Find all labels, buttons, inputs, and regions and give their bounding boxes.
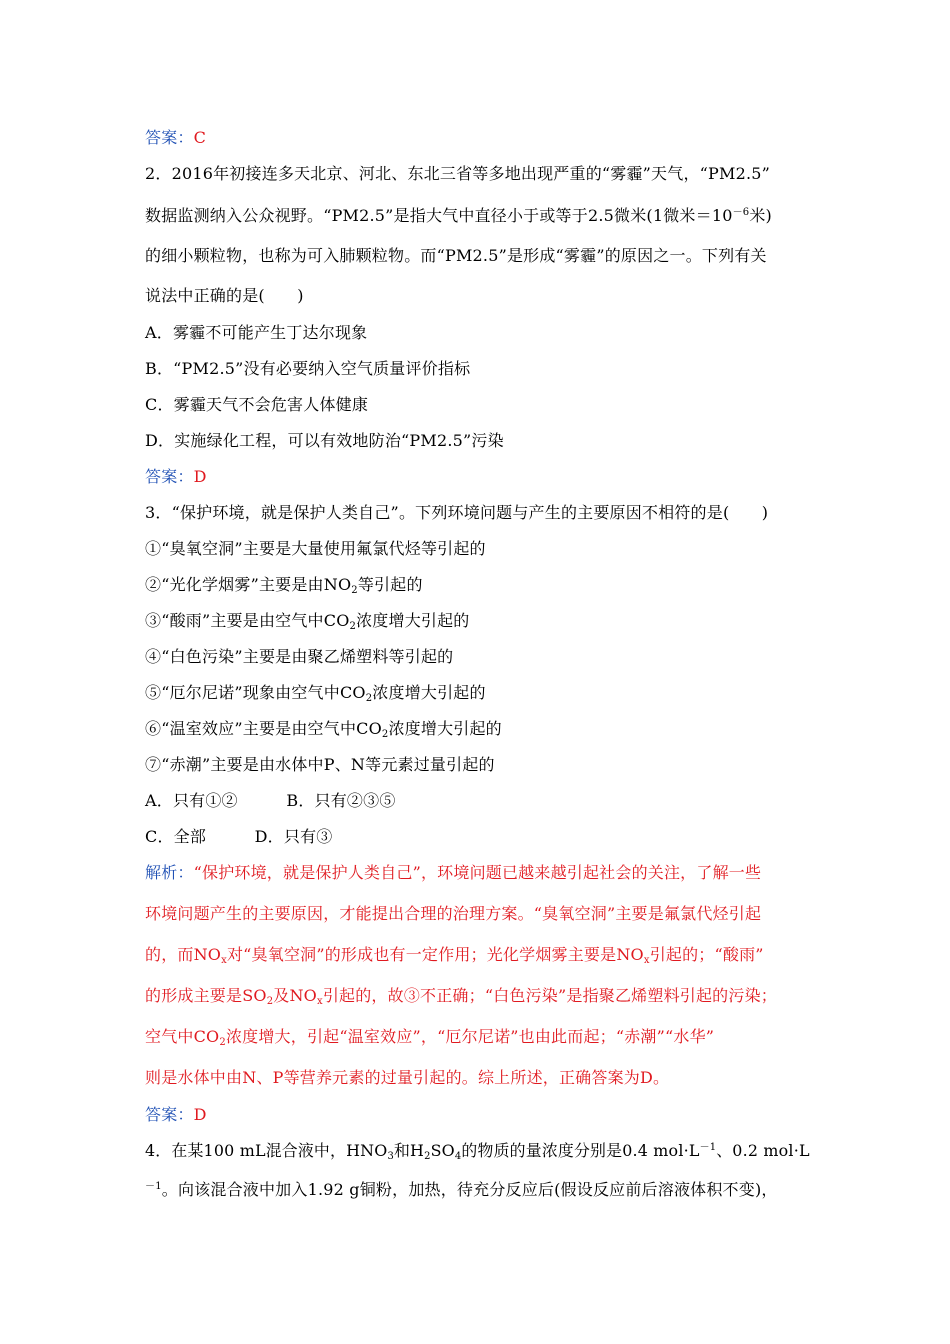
analysis-line-2: 环境问题产生的主要原因，才能提出合理的治理方案。“臭氧空洞”主要是氟氯代烃引起	[145, 904, 762, 923]
q2-option-d: D．实施绿化工程，可以有效地防治“PM2.5”污染	[145, 431, 504, 450]
answer-value: D	[193, 1105, 207, 1124]
q3-item-text: ④“白色污染”主要是由聚乙烯塑料等引起的	[145, 647, 454, 666]
q4-text: 。向该混合液中加入1.92 g铜粉，加热，待充分反应后(假设反应前后溶液体积不变)，	[161, 1180, 778, 1199]
q3-item-3	[145, 609, 470, 633]
subscript: 2	[266, 996, 274, 1007]
q2-exponent: －6	[732, 207, 750, 218]
analysis-line-3	[145, 943, 764, 967]
q3-item-2	[145, 573, 423, 597]
answer-label: 答案：	[145, 1105, 194, 1124]
q4-text: 4．在某100 mL混合液中，HNO	[145, 1141, 388, 1160]
analysis-text: 空气中CO	[145, 1027, 220, 1046]
answer-3	[145, 1103, 207, 1127]
subscript: x	[316, 996, 323, 1007]
q3-item-text-tail: 浓度增大引起的	[356, 611, 470, 630]
q3-options-cd: C．全部 D．只有③	[145, 827, 333, 846]
q2-line-2-text: 数据监测纳入公众视野。“PM2.5”是指大气中直径小于或等于2.5微米(1微米＝10	[145, 206, 733, 225]
subscript: x	[643, 955, 650, 966]
q2-option-a: A．雾霾不可能产生丁达尔现象	[145, 323, 368, 342]
subscript: 2	[365, 693, 373, 704]
q3-item-text: ③“酸雨”主要是由空气中CO	[145, 611, 350, 630]
superscript: －1	[145, 1181, 162, 1192]
q2-line-2	[145, 204, 772, 228]
q3-stem: 3．“保护环境，就是保护人类自己”。下列环境问题与产生的主要原因不相符的是( )	[145, 503, 769, 522]
q3-item-text-tail: 浓度增大引起的	[372, 683, 486, 702]
superscript: －1	[699, 1142, 717, 1153]
q2-option-c: C．雾霾天气不会危害人体健康	[145, 395, 369, 414]
q4-line-1	[145, 1139, 810, 1163]
q2-line-2-tail: 米)	[749, 206, 773, 225]
analysis-label: 解析：	[145, 863, 194, 882]
analysis-line-6: 则是水体中由N、P等营养元素的过量引起的。综上所述，正确答案为D。	[145, 1068, 670, 1087]
q3-item-7	[145, 753, 495, 777]
q4-text: SO	[430, 1141, 455, 1160]
answer-label: 答案：	[145, 128, 194, 147]
q2-line-3: 的细小颗粒物，也称为可入肺颗粒物。而“PM2.5”是形成“雾霾”的原因之一。下列有关	[145, 246, 767, 265]
q4-line-2	[145, 1178, 778, 1202]
analysis-text: 引起的；“酸雨”	[649, 945, 764, 964]
analysis-text: “保护环境，就是保护人类自己”，环境问题已越来越引起社会的关注，了解一些	[193, 863, 762, 882]
subscript: 2	[424, 1151, 431, 1162]
answer-value: C	[193, 128, 207, 147]
q4-text: 的物质的量浓度分别是0.4 mol·L	[461, 1141, 700, 1160]
analysis-line-5	[145, 1025, 714, 1049]
analysis-line-4	[145, 984, 777, 1008]
q3-item-text: ⑥“温室效应”主要是由空气中CO	[145, 719, 382, 738]
analysis-text: 浓度增大，引起“温室效应”，“厄尔尼诺”也由此而起；“赤潮”“水华”	[225, 1027, 715, 1046]
q3-item-4	[145, 645, 453, 669]
q2-option-b: B．“PM2.5”没有必要纳入空气质量评价指标	[145, 359, 471, 378]
subscript: x	[221, 955, 227, 966]
analysis-text: 的形成主要是SO	[145, 986, 267, 1005]
answer-value: D	[193, 467, 207, 486]
q2-line-4: 说法中正确的是( )	[145, 286, 304, 305]
q3-item-text-tail: 浓度增大引起的	[388, 719, 502, 738]
subscript: 2	[219, 1037, 226, 1048]
analysis-text: 引起的，故③不正确；“白色污染”是指聚乙烯塑料引起的污染；	[322, 986, 777, 1005]
q3-options-ab: A．只有①② B．只有②③⑤	[145, 791, 396, 810]
subscript: 2	[381, 729, 389, 740]
q3-item-text: ①“臭氧空洞”主要是大量使用氟氯代烃等引起的	[145, 539, 486, 558]
q4-text: 和H	[393, 1141, 425, 1160]
q3-item-1	[145, 537, 486, 561]
analysis-text: 对“臭氧空洞”的形成也有一定作用；光化学烟雾主要是NO	[226, 945, 644, 964]
q3-item-text: ⑤“厄尔尼诺”现象由空气中CO	[145, 683, 366, 702]
q3-item-text: ②“光化学烟雾”主要是由NO	[145, 575, 352, 594]
q3-item-text: ⑦“赤潮”主要是由水体中P、N等元素过量引起的	[145, 755, 495, 774]
answer-1	[145, 126, 206, 150]
subscript: 2	[349, 621, 357, 632]
q3-item-6	[145, 717, 502, 741]
answer-2	[145, 465, 207, 489]
analysis-text: 及NO	[273, 986, 317, 1005]
subscript: 4	[454, 1151, 462, 1162]
analysis-text: 的，而NO	[145, 945, 222, 964]
q3-item-text-tail: 等引起的	[357, 575, 423, 594]
q4-text: 、0.2 mol·L	[716, 1141, 810, 1160]
answer-label: 答案：	[145, 467, 194, 486]
subscript: 2	[351, 585, 358, 596]
analysis-line-1	[145, 861, 761, 885]
subscript: 3	[387, 1151, 394, 1162]
q2-line-1: 2．2016年初接连多天北京、河北、东北三省等多地出现严重的“雾霾”天气，“PM2.5”	[145, 164, 771, 183]
q3-item-5	[145, 681, 486, 705]
